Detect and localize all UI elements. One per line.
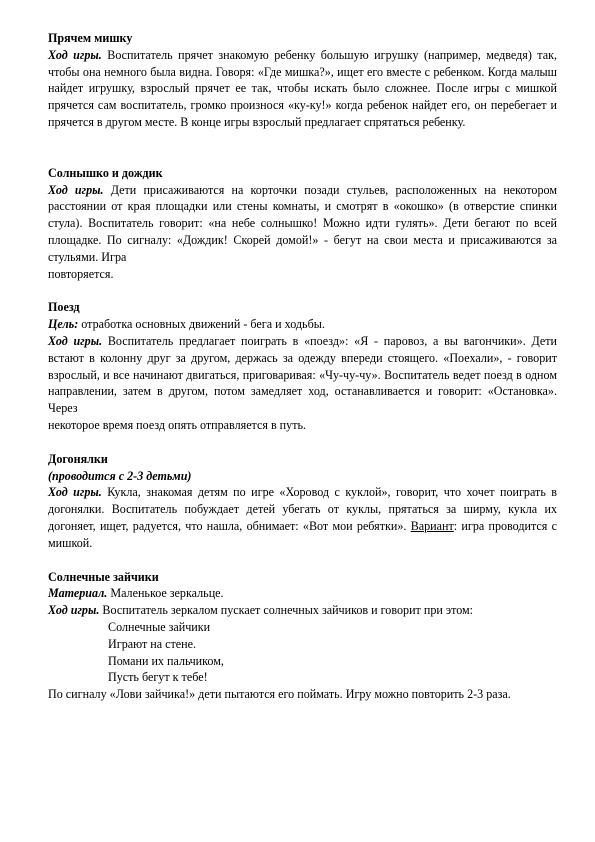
section-title: Солнышко и дождик: [48, 165, 163, 180]
variant-text: : игра проводится с мишкой.: [48, 518, 557, 550]
variant-label: Вариант: [410, 518, 454, 533]
material-text: Маленькое зеркальце.: [107, 586, 224, 601]
goal-line: [48, 316, 557, 333]
poem-line: Играют на стене.: [108, 636, 197, 651]
game-course-label: Ход игры.: [48, 333, 103, 348]
paragraph-text: Дети присаживаются на корточки позади стульев, расположенных на некотором расстоянии от края площадки или стены комнаты, и смотрят в «окошко» (в отверстие спинки стула). Воспитатель говорит: «на небе солнышко! Можно идти гулять». Дети бегают по всей площадке. По сигналу: «Дождик! Скорей домой!» - бегут на свои места и присаживаются за стульями. Игра: [48, 182, 557, 264]
paragraph-text: Кукла, знакомая детям по игре «Хоровод с куклой», говорит, что хочет поиграть в догонялки. Воспитатель побуждает детей убегать от куклы, прятаться за ширму, кукла их догоняет, ищет, радуется, что нашла, обнимает: «Вот мои ребятки».: [48, 485, 557, 533]
section-paragraph: [48, 47, 557, 131]
game-course-label: Ход игры.: [48, 47, 102, 62]
section-sun-and-rain: [48, 165, 557, 283]
poem-line: Солнечные зайчики: [108, 619, 211, 634]
poem: [48, 619, 557, 686]
goal-label: Цель:: [48, 317, 79, 332]
material-label: Материал.: [48, 586, 108, 601]
poem-line: Пусть бегут к тебе!: [108, 670, 208, 685]
paragraph-text: Воспитатель прячет знакомую ребенку большую игрушку (например, медведя) так, чтобы она немного была видна. Говоря: «Где мишка?», ищет его вместе с ребенком. Когда малыш найдет игрушку, взрослый прячет ее так, чтобы искать было сложнее. После игры с мишкой прячется сам воспитатель, громко произнося «ку-ку!» когда ребенок найдет его, он перебегает и прячется в другом месте. В конце игры взрослый предлагает спрятаться ребенку.: [48, 47, 557, 129]
game-course-label: Ход игры.: [48, 182, 104, 197]
section-title: Догонялки: [48, 451, 108, 466]
section-paragraph: По сигналу «Лови зайчика!» дети пытаются его поймать. Игру можно повторить 2-3 раза.: [48, 687, 511, 702]
section-title: Прячем мишку: [48, 31, 133, 45]
section-paragraph: [48, 182, 557, 266]
section-catch-up: [48, 451, 557, 552]
section-train: [48, 299, 557, 433]
section-sun-bunnies: [48, 569, 557, 703]
material-line: [48, 585, 557, 602]
section-paragraph: [48, 602, 557, 619]
paragraph-text: Воспитатель зеркалом пускает солнечных зайчиков и говорит при этом:: [99, 603, 474, 618]
poem-line: Помани их пальчиком,: [108, 653, 224, 668]
goal-text: отработка основных движений - бега и ходьбы.: [78, 317, 325, 332]
game-course-label: Ход игры.: [48, 485, 102, 500]
section-title: Солнечные зайчики: [48, 569, 159, 584]
section-subtitle: (проводится с 2-3 детьми): [48, 468, 192, 483]
section-hide-bear: [48, 30, 557, 131]
paragraph-text: Воспитатель предлагает поиграть в «поезд»: «Я - паровоз, а вы вагончики». Дети встают в колонну друг за другом, держась за одежду впереди стоящего. «Поехали», - говорит взрослый, и все начинают двигаться, приговаривая: «Чу-чу-чу». Воспитатель ведет поезд в одном направлении, затем в другом, потом замедляет ход, останавливается и говорит: «Остановка». Через: [48, 333, 557, 416]
section-paragraph: [48, 484, 557, 551]
section-paragraph: [48, 333, 557, 417]
game-course-label: Ход игры.: [48, 603, 100, 618]
section-paragraph-continuation: некоторое время поезд опять отправляется в путь.: [48, 417, 307, 432]
section-paragraph-continuation: повторяется.: [48, 266, 114, 281]
section-title: Поезд: [48, 300, 80, 315]
